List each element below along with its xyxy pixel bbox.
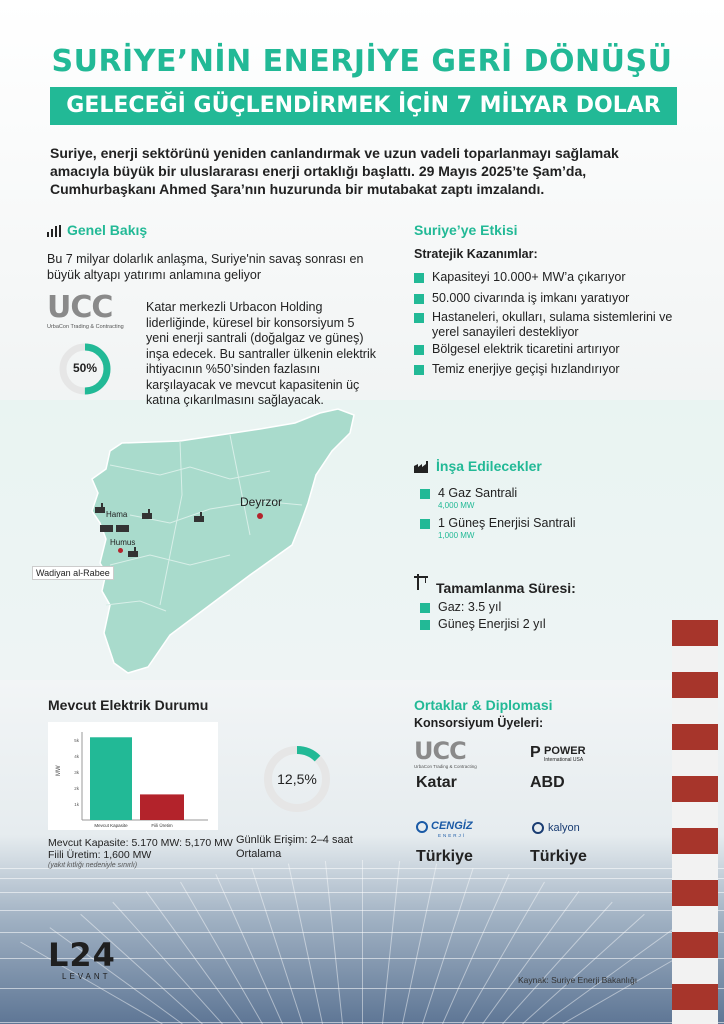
chimney-band xyxy=(672,906,718,932)
ucc-logo: UCC UrbaCon Trading & Contracting xyxy=(47,290,124,330)
x-tick-label: Fiili Üretim xyxy=(151,823,173,828)
build-item-sub: 1,000 MW xyxy=(438,531,475,540)
map-label-hama: Hama xyxy=(106,510,128,519)
panel-column-line xyxy=(522,914,645,1024)
y-tick-label: 3k xyxy=(74,770,79,775)
completion-item: Güneş Enerjisi 2 yıl xyxy=(420,617,660,632)
chimney-band xyxy=(672,620,718,646)
panel-column-line xyxy=(325,861,343,1024)
chimney-band xyxy=(672,1010,718,1024)
kalyon-partner-logo: kalyon xyxy=(532,822,592,838)
power-plant-icon xyxy=(95,500,105,510)
capacity-text: Mevcut Kapasite: 5.170 MW: 5,170 MW xyxy=(48,837,233,849)
bar xyxy=(90,737,132,820)
panel-column-line xyxy=(402,863,437,1024)
y-tick-label: 1k xyxy=(74,802,79,807)
impact-item: Kapasiteyi 10.000+ MW’a çıkarıyor xyxy=(414,270,694,285)
city-marker xyxy=(118,548,123,553)
build-item: 1 Güneş Enerjisi Santrali xyxy=(420,516,660,531)
map-label-humus: Humus xyxy=(110,538,136,547)
factory-icon xyxy=(414,460,428,472)
impact-title: Suriye’ye Etkisi xyxy=(414,222,518,238)
completion-item: Gaz: 3.5 yıl xyxy=(420,600,660,615)
chimney-band xyxy=(672,646,718,672)
partner-country: Türkiye xyxy=(416,848,473,865)
overview-ring-label: 50% xyxy=(72,361,98,375)
access-progress-ring xyxy=(262,744,332,814)
panel-column-line xyxy=(362,860,363,1024)
chimney-band xyxy=(672,776,718,802)
chimney-band xyxy=(672,880,718,906)
y-tick-label: 4k xyxy=(74,754,79,759)
power-plant-icon xyxy=(142,506,152,516)
chimney-band xyxy=(672,932,718,958)
chimney-band xyxy=(672,802,718,828)
page-title: SURİYE’NİN ENERJİYE GERİ DÖNÜŞÜ xyxy=(51,44,673,79)
ucc-partner-logo: UCC UrbaCon Trading & Contracting xyxy=(414,737,477,769)
panel-column-line xyxy=(382,861,400,1024)
impact-item: Bölgesel elektrik ticaretini artırıyor xyxy=(414,342,694,357)
electric-bar-chart xyxy=(48,722,218,830)
y-tick-label: 2k xyxy=(74,786,79,791)
partners-subtitle: Konsorsiyum Üyeleri: xyxy=(414,716,544,730)
overview-title: Genel Bakış xyxy=(67,222,148,238)
y-axis-label: MW xyxy=(56,765,62,776)
impact-item: 50.000 civarında iş imkanı yaratıyor xyxy=(414,291,694,306)
overview-lead: Bu 7 milyar dolarlık anlaşma, Suriye'nin savaş sonrası en büyük altyapı yatırımı anlamına geliyor xyxy=(47,252,364,282)
cengiz-partner-logo: CENGİZ ENERJİ xyxy=(416,820,496,842)
production-note: (yakıt kıtlığı nedeniyle sınırlı) xyxy=(48,862,138,869)
chimney-band xyxy=(672,828,718,854)
build-item: 4 Gaz Santrali xyxy=(420,486,660,501)
y-tick-label: 5k xyxy=(74,738,79,743)
crane-icon xyxy=(414,574,428,590)
kalyon-emblem xyxy=(532,822,544,834)
partner-country: Katar xyxy=(416,774,457,791)
chimney-band xyxy=(672,672,718,698)
partner-country: Türkiye xyxy=(530,848,587,865)
city-marker xyxy=(257,513,263,519)
power-partner-logo: P POWER International USA xyxy=(530,744,586,763)
overview-body: Katar merkezli Urbacon Holding liderliğinde, küresel bir konsorsiyum 5 yeni enerji santrali (doğalgaz ve güneş) inşa edecek. Bu santraller ülkenin elektrik ihtiyacının %50’sinden fazlasını karşılayacak ve mevcut kapasitenin üç katına çıkarılmasını sağlayacak. xyxy=(146,300,376,407)
chimney-band xyxy=(672,958,718,984)
completion-title: Tamamlanma Süresi: xyxy=(436,580,576,596)
map-label-wadiyan: Wadiyan al-Rabee xyxy=(32,566,114,580)
intro-paragraph: Suriye, enerji sektörünü yeniden canlandırmak ve uzun vadeli toparlanmayı sağlamak amacıyla büyük bir uluslararası enerji ortaklığı başlattı. 29 Mayıs 2025’te Şam’da, Cumhurbaşkanı Ahmed Şara’nın huzurunda bir mutabakat zaptı imzalandı. xyxy=(50,145,619,197)
chimney-band xyxy=(672,854,718,880)
bar-chart-icon xyxy=(47,224,61,236)
overview-progress-ring xyxy=(58,342,112,396)
map-label-deyrzor: Deyrzor xyxy=(240,495,283,509)
solar-plant-icon xyxy=(100,520,130,528)
access-ring-label: 12,5% xyxy=(277,771,317,787)
access-text: Günlük Erişim: 2–4 saat Ortalama xyxy=(236,834,353,860)
chimney-band xyxy=(672,724,718,750)
chimney-band xyxy=(672,750,718,776)
build-item-sub: 4,000 MW xyxy=(438,501,475,510)
bar xyxy=(140,794,184,820)
impact-list xyxy=(414,266,694,386)
chimney-band xyxy=(672,698,718,724)
partners-title: Ortaklar & Diplomasi xyxy=(414,697,553,713)
impact-subtitle: Stratejik Kazanımlar: xyxy=(414,247,538,261)
l24-levant-logo: L24 LEVANT xyxy=(48,936,116,981)
production-text: Fiili Üretim: 1,600 MW xyxy=(48,849,152,861)
chimney-band xyxy=(672,984,718,1010)
build-title: İnşa Edilecekler xyxy=(436,458,542,474)
chimney-image xyxy=(672,620,718,1024)
power-icon: P xyxy=(530,744,541,761)
impact-item: Hastaneleri, okulları, sulama sistemlerini ve yerel sanayileri destekliyor xyxy=(414,310,694,340)
impact-item: Temiz enerjiye geçişi hızlandırıyor xyxy=(414,362,694,377)
page-subtitle: GELECEĞİ GÜÇLENDİRMEK İÇİN 7 MİLYAR DOLAR xyxy=(66,93,661,118)
power-plant-icon xyxy=(194,509,204,519)
partner-country: ABD xyxy=(530,774,565,791)
source-text: Kaynak: Suriye Enerji Bakanlığı xyxy=(518,975,638,985)
x-tick-label: Mevcut Kapasite xyxy=(94,823,128,828)
cengiz-emblem xyxy=(416,821,428,833)
electric-title: Mevcut Elektrik Durumu xyxy=(48,697,209,713)
